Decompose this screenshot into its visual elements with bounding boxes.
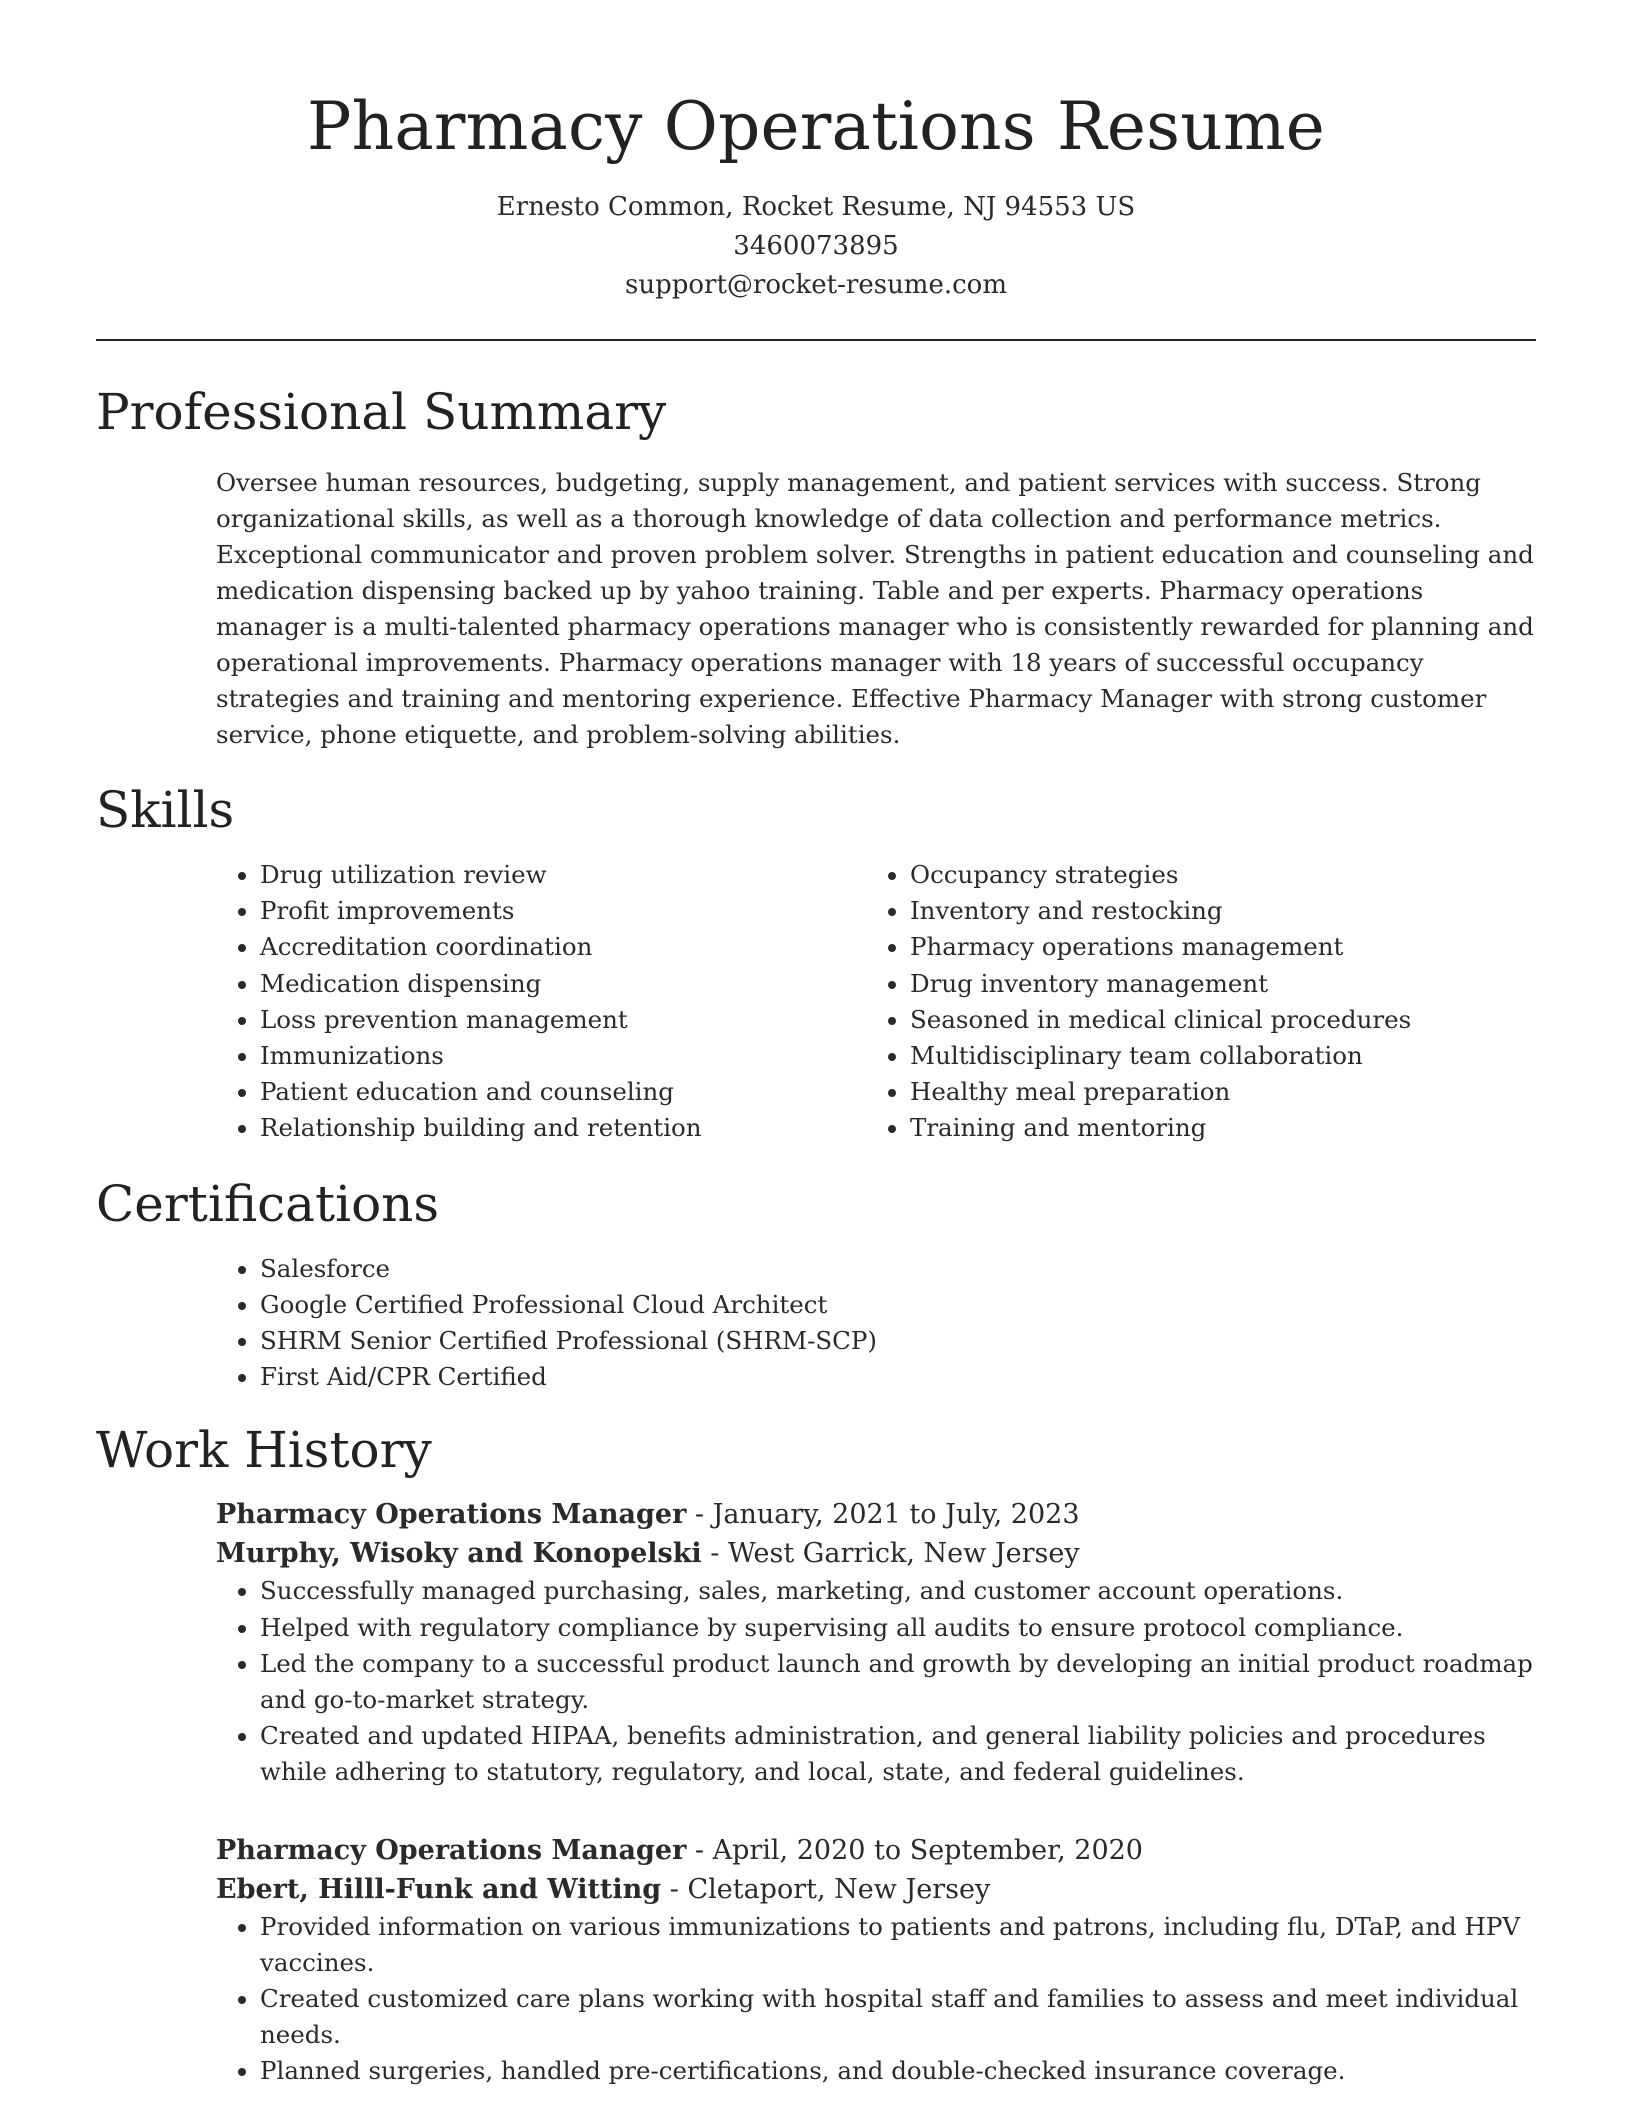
job-bullet: • Led the company to a successful product launch and growth by developing an initial product roadmap and go-to-market strategy. [260, 1646, 1536, 1718]
skill-item: • Accreditation coordination [260, 929, 866, 965]
job-title-line [216, 1831, 1536, 1870]
skills-column-right [866, 857, 1516, 1147]
section-heading-skills: Skills [96, 781, 235, 839]
job-title-line [216, 1495, 1536, 1534]
contact-email: support@rocket-resume.com [624, 270, 1007, 300]
skill-item: • Profit improvements [260, 893, 866, 929]
job-company-line [216, 1534, 1536, 1573]
contact-address: Ernesto Common, Rocket Resume, NJ 94553 US [496, 192, 1136, 222]
skill-item: • Seasoned in medical clinical procedures [910, 1002, 1516, 1038]
skill-item: • Loss prevention management [260, 1002, 866, 1038]
header-divider [96, 339, 1536, 341]
skill-item: • Immunizations [260, 1038, 866, 1074]
work-history-section [216, 1495, 1536, 2089]
resume-header [96, 0, 1536, 305]
job-bullets [216, 1573, 1536, 1790]
skill-item: • Relationship building and retention [260, 1110, 866, 1146]
job-bullet: • Successfully managed purchasing, sales, marketing, and customer account operations. [260, 1573, 1536, 1609]
job-company: Ebert, Hilll-Funk and Witting [216, 1873, 662, 1905]
job-bullet: • Created customized care plans working with hospital staff and families to assess and meet individual needs. [260, 1981, 1536, 2053]
summary-section [216, 465, 1536, 753]
job-bullet: • Provided information on various immunizations to patients and patrons, including flu, DTaP, and HPV vaccines. [260, 1909, 1536, 1981]
job-dates: - January, 2021 to July, 2023 [686, 1499, 1080, 1531]
contact-phone: 3460073895 [733, 231, 899, 261]
job-bullet: • Created and updated HIPAA, benefits administration, and general liability policies and procedures while adhering to statutory, regulatory, and local, state, and federal guidelines. [260, 1718, 1536, 1790]
job-company: Murphy, Wisoky and Konopelski [216, 1538, 702, 1570]
contact-info [96, 188, 1536, 305]
summary-text: Oversee human resources, budgeting, supply management, and patient services with success. Strong organizational skills, as well as a thorough knowledge of data collection and performance metrics. Exceptional communicator and proven problem solver. Strengths in patient education and counseling and medication dispensing backed up by yahoo training. Table and per experts. Pharmacy operations manager is a multi-talented pharmacy operations manager who is consistently rewarded for planning and operational improvements. Pharmacy operations manager with 18 years of successful occupancy strategies and training and mentoring experience. Effective Pharmacy Manager with strong customer service, phone etiquette, and problem-solving abilities. [216, 468, 1534, 749]
skill-item: • Patient education and counseling [260, 1074, 866, 1110]
job-dates: - April, 2020 to September, 2020 [686, 1834, 1143, 1866]
skill-item: • Drug inventory management [910, 966, 1516, 1002]
job-title: Pharmacy Operations Manager [216, 1499, 687, 1531]
skill-item: • Medication dispensing [260, 966, 866, 1002]
skill-item: • Training and mentoring [910, 1110, 1516, 1146]
section-heading-certifications: Certifications [96, 1174, 440, 1233]
skill-item: • Occupancy strategies [910, 857, 1516, 893]
resume-page [96, 0, 1536, 2090]
certification-item: • First Aid/CPR Certified [260, 1359, 1536, 1395]
section-heading-summary: Professional Summary [96, 383, 667, 441]
certification-item: • Salesforce [260, 1251, 1536, 1287]
job-location: - West Garrick, New Jersey [701, 1538, 1080, 1570]
section-heading-work-history: Work History [96, 1421, 432, 1480]
skills-column-left [216, 857, 866, 1147]
skill-item: • Multidisciplinary team collaboration [910, 1038, 1516, 1074]
resume-title: Pharmacy Operations Resume [307, 88, 1325, 165]
job-bullet: • Helped with regulatory compliance by supervising all audits to ensure protocol compliance. [260, 1610, 1536, 1646]
skill-item: • Healthy meal preparation [910, 1074, 1516, 1110]
job-company-line [216, 1870, 1536, 1909]
skill-item: • Inventory and restocking [910, 893, 1516, 929]
job-entry [216, 1831, 1536, 2090]
certification-item: • Google Certified Professional Cloud Architect [260, 1287, 1536, 1323]
skills-section [216, 857, 1536, 1147]
skill-item: • Drug utilization review [260, 857, 866, 893]
job-location: - Cletaport, New Jersey [661, 1873, 991, 1905]
job-bullet: • Planned surgeries, handled pre-certifications, and double-checked insurance coverage. [260, 2053, 1536, 2089]
certification-item: • SHRM Senior Certified Professional (SHRM-SCP) [260, 1323, 1536, 1359]
job-title: Pharmacy Operations Manager [216, 1834, 687, 1866]
job-bullets [216, 1909, 1536, 2090]
skill-item: • Pharmacy operations management [910, 929, 1516, 965]
job-entry [216, 1495, 1536, 1790]
certifications-section [216, 1251, 1536, 1396]
